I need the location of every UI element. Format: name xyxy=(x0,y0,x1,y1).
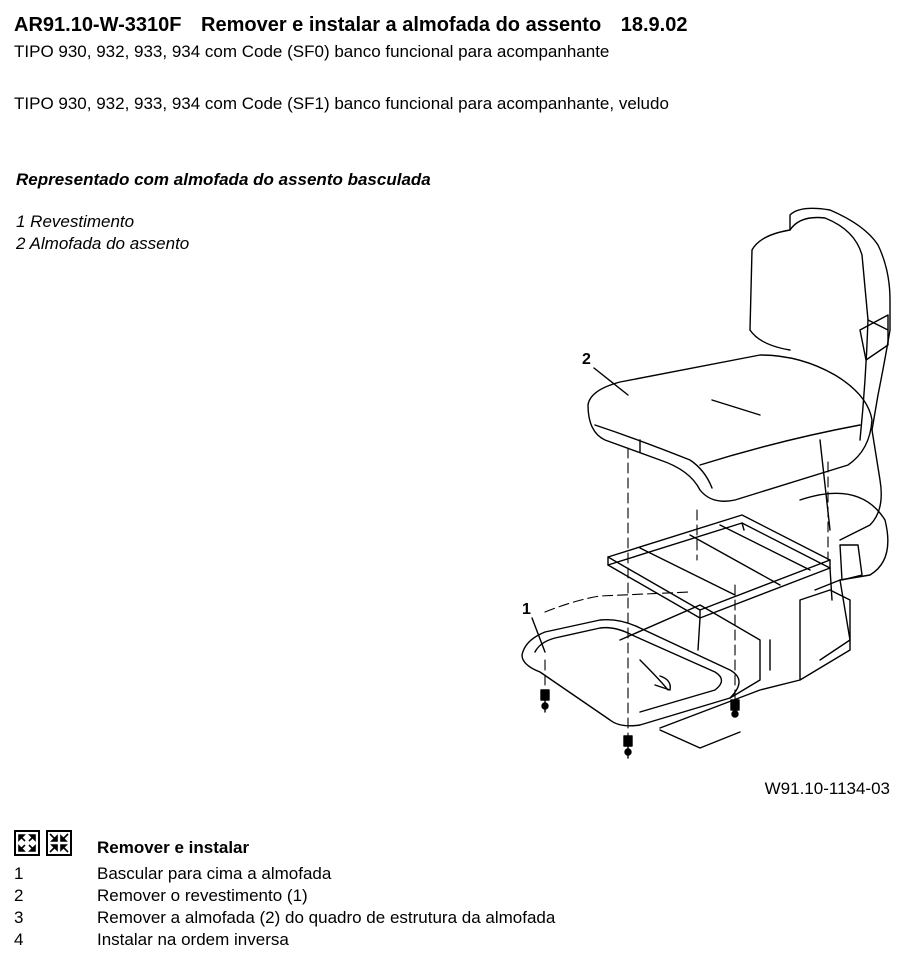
applicability-line: TIPO 930, 932, 933, 934 com Code (SF0) banco funcional para acompanhante xyxy=(14,42,610,61)
figure-caption: Representado com almofada do assento basculada xyxy=(16,170,431,189)
install-icon xyxy=(46,830,72,856)
assembly-lines xyxy=(545,448,828,746)
step-number: 2 xyxy=(14,886,24,905)
step-number: 1 xyxy=(14,864,24,883)
seat-base xyxy=(522,590,850,748)
callout-2: 2 xyxy=(582,351,591,368)
step-number: 4 xyxy=(14,930,24,949)
cushion-frame xyxy=(608,515,832,650)
step-row xyxy=(14,929,555,951)
seat-cushion xyxy=(588,355,872,501)
step-text: Remover a almofada (2) do quadro de estrutura da almofada xyxy=(97,908,556,927)
document-header xyxy=(14,14,701,37)
legend-item: 2 Almofada do assento xyxy=(16,234,190,253)
step-row xyxy=(14,885,555,907)
callout-1: 1 xyxy=(522,601,531,618)
step-text: Instalar na ordem inversa xyxy=(97,930,289,949)
screw xyxy=(541,690,549,712)
applicability-line: TIPO 930, 932, 933, 934 com Code (SF1) banco funcional para acompanhante, veludo xyxy=(14,94,669,113)
step-row xyxy=(14,863,555,885)
procedure-title: Remover e instalar xyxy=(97,838,250,857)
step-text: Bascular para cima a almofada xyxy=(97,864,332,883)
step-number: 3 xyxy=(14,908,24,927)
document-code: AR91.10-W-3310F xyxy=(14,14,182,36)
document-date: 18.9.02 xyxy=(620,14,688,36)
remove-icon xyxy=(14,830,40,856)
procedure-icons xyxy=(14,830,72,856)
figure-reference: W91.10-1134-03 xyxy=(764,779,890,798)
procedure-steps xyxy=(14,863,555,951)
screw xyxy=(624,736,632,758)
seat-exploded-drawing xyxy=(500,200,902,770)
document-title: Remover e instalar a almofada do assento xyxy=(201,14,602,36)
step-row xyxy=(14,907,555,929)
screw xyxy=(731,700,739,717)
step-text: Remover o revestimento (1) xyxy=(97,886,308,905)
legend-item: 1 Revestimento xyxy=(16,212,135,231)
